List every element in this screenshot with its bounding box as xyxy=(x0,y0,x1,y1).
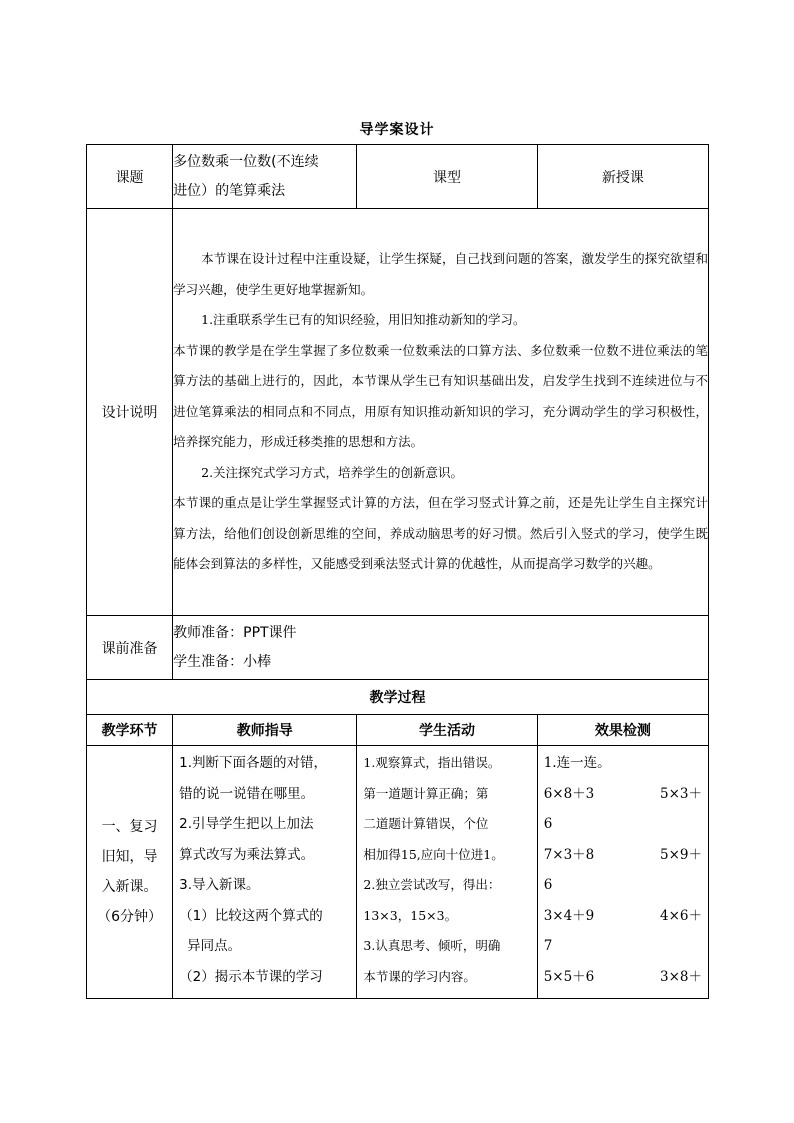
header-check: 效果检测 xyxy=(537,715,708,746)
document-title: 导学案设计 xyxy=(359,122,435,138)
header-stage: 教学环节 xyxy=(87,715,173,746)
preparation-label: 课前准备 xyxy=(87,616,173,680)
design-paragraph: 本节课在设计过程中注重设疑，让学生探疑，自己找到问题的答案，激发学生的探究欲望和学习兴趣，使学生更好地掌握新知。 xyxy=(173,251,708,297)
equation-continuation: 7 xyxy=(543,938,553,954)
teacher-line: 异同点。 xyxy=(187,938,242,954)
teacher-preparation: 教师准备：PPT课件 xyxy=(173,624,297,641)
process-row xyxy=(87,746,709,999)
preparation-text xyxy=(173,616,709,680)
design-label: 设计说明 xyxy=(87,209,173,616)
student-line: 第一道题计算正确；第 xyxy=(363,785,489,801)
stage-line: 入新课。 xyxy=(101,879,158,895)
teacher-line: 错的说一说错在哪里。 xyxy=(179,785,315,802)
type-label: 课型 xyxy=(357,145,537,209)
design-text xyxy=(173,209,709,616)
equation-right: 4×6＋ xyxy=(660,907,702,924)
equation-row xyxy=(544,779,702,810)
equation-row xyxy=(544,962,702,993)
equation-continuation: 6 xyxy=(543,877,553,893)
process-header-row xyxy=(87,715,709,746)
teacher-line: 3.导入新课。 xyxy=(179,877,260,893)
topic-value xyxy=(173,145,357,209)
student-line: 本节课的学习内容。 xyxy=(363,968,476,984)
effect-check-cell xyxy=(537,746,708,999)
equation-right: 5×3＋ xyxy=(660,785,702,802)
equation-left: 6×8＋3 xyxy=(543,785,595,802)
topic-row xyxy=(87,145,709,209)
equation-left: 7×3＋8 xyxy=(543,846,595,863)
stage-line: 旧知，导 xyxy=(101,849,158,865)
teacher-line: 算式改写为乘法算式。 xyxy=(179,846,315,863)
stage-line: 一、复习 xyxy=(101,819,158,835)
topic-line: 进位）的笔算乘法 xyxy=(173,182,286,199)
equation-continuation: 6 xyxy=(543,816,553,832)
design-paragraph: 2.关注探究式学习方式，培养学生的创新意识。 xyxy=(201,464,464,480)
topic-line: 多位数乘一位数(不连续 xyxy=(173,153,319,170)
equation-right: 3×8＋ xyxy=(660,968,702,985)
teacher-line: （1）比较这两个算式的 xyxy=(179,907,323,924)
design-paragraph: 本节课的教学是在学生掌握了多位数乘一位数乘法的口算方法、多位数乘一位数不进位乘法的笔算方法的基础上进行的，因此，本节课从学生已有知识基础出发，启发学生找到不连续进位与不进位笔算乘法的相同点和不同点，用原有知识推动新知识的学习，充分调动学生的学习积极性，培养探究能力，形成迁移类推的思想和方法。 xyxy=(173,342,708,450)
header-teacher: 教师指导 xyxy=(173,715,357,746)
student-line: 相加得15,应向十位进1。 xyxy=(363,846,504,862)
student-line: 二道题计算错误，个位 xyxy=(363,816,489,831)
header-student: 学生活动 xyxy=(357,715,537,746)
student-preparation: 学生准备：小棒 xyxy=(173,653,272,670)
type-value: 新授课 xyxy=(537,145,708,209)
stage-cell xyxy=(87,746,173,999)
equation-left: 5×5＋6 xyxy=(543,968,595,985)
stage-line: （6分钟） xyxy=(97,909,163,925)
topic-label: 课题 xyxy=(87,145,173,209)
teacher-line: 1.判断下面各题的对错， xyxy=(179,755,328,771)
lesson-plan-table xyxy=(86,144,709,999)
teacher-line: 2.引导学生把以上加法 xyxy=(179,816,314,832)
teacher-guidance-cell xyxy=(173,746,357,999)
design-paragraph: 1.注重联系学生已有的知识经验，用旧知推动新知的学习。 xyxy=(201,312,526,328)
student-activity-cell xyxy=(357,746,537,999)
equation-left: 3×4＋9 xyxy=(543,907,595,924)
process-title-row xyxy=(87,680,709,715)
student-line: 13×3，15×3。 xyxy=(363,907,458,923)
equation-right: 5×9＋ xyxy=(660,846,702,863)
equation-row xyxy=(544,901,702,932)
student-line: 2.独立尝试改写，得出： xyxy=(363,877,501,892)
equation-row xyxy=(544,840,702,871)
preparation-row xyxy=(87,616,709,680)
check-intro: 1.连一连。 xyxy=(543,755,611,771)
student-line: 3.认真思考、倾听，明确 xyxy=(363,938,501,953)
design-row xyxy=(87,209,709,616)
student-line: 1.观察算式，指出错误。 xyxy=(363,755,501,770)
teacher-line: （2）揭示本节课的学习 xyxy=(179,968,323,985)
design-paragraph: 本节课的重点是让学生掌握竖式计算的方法，但在学习竖式计算之前，还是先让学生自主探究计算方法，给他们创设创新思维的空间，养成动脑思考的好习惯。然后引入竖式的学习，使学生既能体会到算法的多样性，又能感受到乘法竖式计算的优越性，从而提高学习数学的兴趣。 xyxy=(173,495,708,572)
process-title: 教学过程 xyxy=(87,680,709,715)
